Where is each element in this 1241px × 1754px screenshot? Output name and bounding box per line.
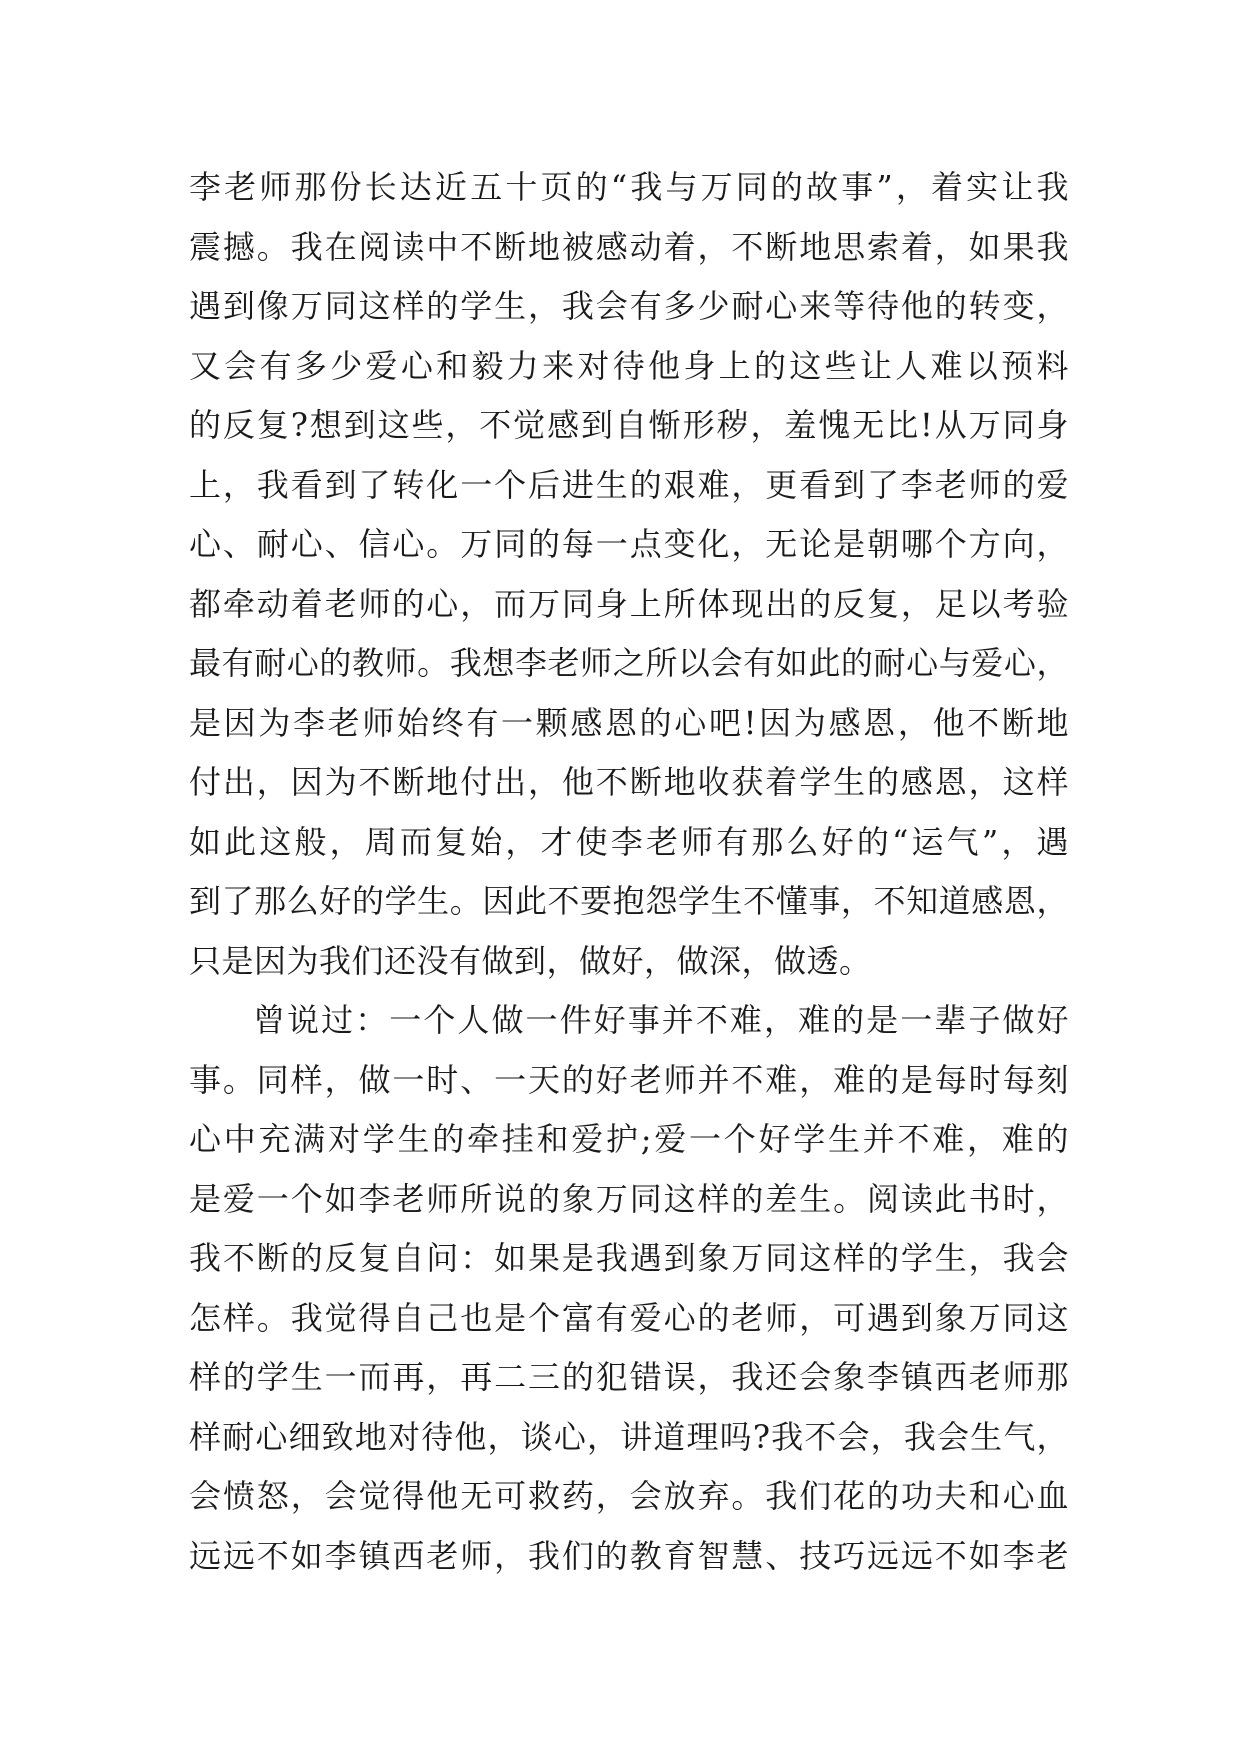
text-line: 都牵动着老师的心，而万同身上所体现出的反复，足以考验 [189,584,1069,623]
text-line: 心中充满对学生的牵挂和爱护;爱一个好学生并不难，难的 [189,1120,1069,1158]
text-line: 心、耐心、信心。万同的每一点变化，无论是朝哪个方向， [189,525,1069,563]
text-line: 样的学生一而再，再二三的犯错误，我还会象李镇西老师那 [189,1358,1069,1396]
text-line: 是因为李老师始终有一颗感恩的心吧!因为感恩，他不断地 [189,703,1069,742]
paragraph-first-line: 曾说过：一个人做一件好事并不难，难的是一辈子做好 [253,1001,1069,1039]
text-line: 遇到像万同这样的学生，我会有多少耐心来等待他的转变， [189,287,1069,325]
text-line: 到了那么好的学生。因此不要抱怨学生不懂事，不知道感恩， [189,882,1069,920]
body-text [189,158,1069,1586]
text-line: 付出，因为不断地付出，他不断地收获着学生的感恩，这样 [189,763,1069,801]
text-line: 事。同样，做一时、一天的好老师并不难，难的是每时每刻 [189,1060,1069,1099]
text-line: 怎样。我觉得自己也是个富有爱心的老师，可遇到象万同这 [189,1298,1069,1337]
text-line: 上，我看到了转化一个后进生的艰难，更看到了李老师的爱 [189,465,1069,504]
text-line: 样耐心细致地对待他，谈心，讲道理吗?我不会，我会生气， [189,1417,1069,1456]
text-line: 我不断的反复自问：如果是我遇到象万同这样的学生，我会 [189,1239,1069,1277]
text-line: 是爱一个如李老师所说的象万同这样的差生。阅读此书时， [189,1179,1069,1218]
text-line: 远远不如李镇西老师，我们的教育智慧、技巧远远不如李老 [189,1536,1069,1575]
text-line: 又会有多少爱心和毅力来对待他身上的这些让人难以预料 [189,346,1069,385]
text-line: 李老师那份长达近五十页的“我与万同的故事”，着实让我 [189,168,1069,206]
text-line: 会愤怒，会觉得他无可救药，会放弃。我们花的功夫和心血 [189,1477,1069,1515]
text-line: 最有耐心的教师。我想李老师之所以会有如此的耐心与爱心， [189,644,1069,682]
text-line: 震撼。我在阅读中不断地被感动着，不断地思索着，如果我 [189,227,1069,266]
text-line: 的反复?想到这些，不觉感到自惭形秽，羞愧无比!从万同身 [189,406,1069,444]
text-line: 如此这般，周而复始，才使李老师有那么好的“运气”，遇 [189,822,1069,861]
text-line: 只是因为我们还没有做到，做好，做深，做透。 [189,941,872,980]
